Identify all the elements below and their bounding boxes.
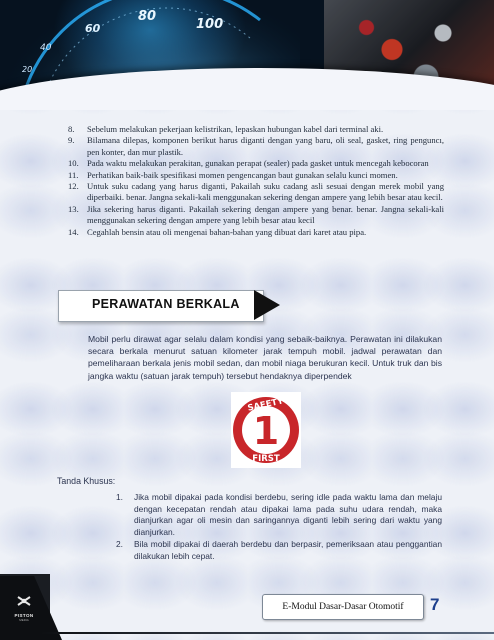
gauge-number-20: 20 <box>22 65 33 74</box>
list-number: 1. <box>116 492 123 502</box>
list-item <box>68 181 444 204</box>
list-item <box>116 539 442 562</box>
page-number: 7 <box>430 595 440 614</box>
list-text: Untuk suku cadang yang harus diganti, Pakailah suku cadang asli sesuai dengan merek mobil yang diperbaiki. benar. Jangna sekali-kali menggunakan sekering dengan ampere yang lebih besar atau kecil. <box>87 181 444 203</box>
list-number: 9. <box>68 135 75 146</box>
safety-first-sign <box>231 392 301 468</box>
list-number: 13. <box>68 203 79 214</box>
list-number: 11. <box>68 169 79 180</box>
module-title: E-Modul Dasar-Dasar Otomotif <box>262 594 424 620</box>
header-banner <box>0 0 494 110</box>
special-notes-heading: Tanda Khusus: <box>57 476 116 486</box>
gauge-number-60: 60 <box>85 22 101 35</box>
list-number: 10. <box>68 158 79 169</box>
section-heading <box>58 290 282 320</box>
safety-number: 1 <box>252 409 280 453</box>
gauge-number-40: 40 <box>40 43 52 53</box>
list-text: Bila mobil dipakai di daerah berdebu dan berpasir, pemeriksaan atau penggantian dilakukan lebih cepat. <box>134 539 442 561</box>
list-item <box>68 124 444 135</box>
special-notes-list <box>116 492 442 564</box>
list-number: 2. <box>116 539 123 550</box>
list-text: Jika sekering harus diganti. Pakailah sekering dengan ampere yang benar. benar. Jangna sekali-kali menggunakan sekering dengan ampere yang lebih besar atau kecil <box>87 203 444 226</box>
precaution-list <box>68 124 444 238</box>
logo-sub: MEDIA <box>19 618 29 622</box>
list-item <box>68 158 444 169</box>
list-item <box>68 204 444 227</box>
safety-bottom-text: FIRST <box>252 454 280 464</box>
arrow-icon <box>254 290 280 320</box>
list-text: Cegahlah bensin atau oli mengenai bahan-bahan yang dibuat dari karet atau pipa. <box>87 226 367 237</box>
section-paragraph: Mobil perlu dirawat agar selalu dalam kondisi yang sebaik-baiknya. Perawatan ini dilakukan secara berkala menurut satuan kilometer jarak tempuh mobil. jadwal perawatan dan pemeliharaan berkala jenis mobil sedan, dan mobil niaga berukuran kecil. Untuk truk dan bis jangka waktu (satuan jarak tempuh) tersebut hendaknya diperpendek <box>88 333 442 381</box>
piston-icon <box>17 595 31 607</box>
list-text: Perhatikan baik-baik spesifikasi momen pengencangan baut gunakan selalu kunci momen. <box>87 169 398 180</box>
list-number: 14. <box>68 226 79 237</box>
logo-name: PISTON <box>14 613 34 618</box>
piston-logo <box>10 594 38 624</box>
list-item <box>68 135 444 158</box>
list-text: Pada waktu melakukan perakitan, gunakan perapat (sealer) pada gasket untuk mencegah kebocoran <box>87 158 429 169</box>
list-text: Jika mobil dipakai pada kondisi berdebu, sering idle pada waktu lama dan melaju dengan kecepatan rendah atau dipakai lama pada suhu udara rendah, maka dianjurkan agar oli mesin dan saringannya diganti lebih sering dari waktu yang dianjurkan. <box>134 492 442 537</box>
safety-top-text: SAFETY <box>246 396 285 414</box>
gauge-number-80: 80 <box>138 9 157 24</box>
list-text: Sebelum melakukan pekerjaan kelistrikan, lepaskan hubungan kabel dari terminal aki. <box>87 124 384 134</box>
list-item <box>68 227 444 238</box>
footer-divider <box>40 632 494 634</box>
list-number: 8. <box>68 124 75 134</box>
list-item <box>116 492 442 538</box>
list-text: Bilamana dilepas, komponen berikut harus diganti dengan yang baru, oli seal, gasket, ring penguncı, pen konter, dan mur plastik. <box>87 135 444 157</box>
section-title: PERAWATAN BERKALA <box>92 297 240 311</box>
list-number: 12. <box>68 181 79 192</box>
gauge-number-100: 100 <box>196 17 224 32</box>
list-item <box>68 170 444 181</box>
